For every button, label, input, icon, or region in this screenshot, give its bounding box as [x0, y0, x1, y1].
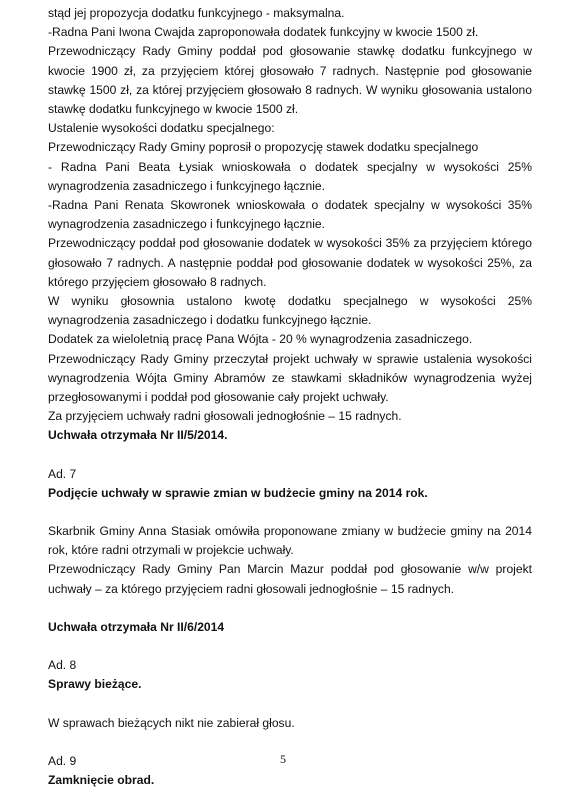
agenda-item-title: Zamknięcie obrad.	[48, 772, 155, 787]
paragraph: Za przyjęciem uchwały radni głosowali jednogłośnie – 15 radnych.	[48, 409, 402, 424]
paragraph: stąd jej propozycja dodatku funkcyjnego - maksymalna.	[48, 6, 345, 20]
paragraph: Skarbnik Gminy Anna Stasiak omówiła proponowane zmiany w budżecie gminy na 2014 rok, które radni otrzymali w projekcie uchwały.	[48, 524, 532, 558]
document-page	[48, 4, 532, 790]
resolution-number: Uchwała otrzymała Nr II/5/2014.	[48, 428, 228, 443]
paragraph: -Radna Pani Renata Skowronek wnioskowała o dodatek specjalny w wysokości 35% wynagrodzenia zasadniczego i funkcyjnego łącznie.	[48, 198, 532, 232]
agenda-item-number: Ad. 9	[48, 753, 77, 768]
paragraph: W wyniku głosownia ustalono kwotę dodatku specjalnego w wysokości 25% wynagrodzenia zasadniczego i dodatku funkcyjnego łącznie.	[48, 294, 532, 328]
paragraph: Przewodniczący Rady Gminy poddał pod głosowanie stawkę dodatku funkcyjnego w kwocie 1900 zł, za przyjęciem której głosowało 7 radnych. Następnie pod głosowanie stawkę 1500 zł, za której przyjęciem głosowało 8 radnych. W wyniku głosowania ustalono stawkę dodatku funkcyjnego w kwocie 1500 zł.	[48, 44, 532, 117]
resolution-number: Uchwała otrzymała Nr II/6/2014	[48, 619, 225, 634]
paragraph: W sprawach bieżących nikt nie zabierał głosu.	[48, 715, 295, 730]
paragraph: Przewodniczący Rady Gminy poprosił o propozycję stawek dodatku specjalnego	[48, 140, 479, 155]
paragraph: - Radna Pani Beata Łysiak wnioskowała o dodatek specjalny w wysokości 25% wynagrodzenia zasadniczego i funkcyjnego łącznie.	[48, 159, 532, 193]
paragraph: Ustalenie wysokości dodatku specjalnego:	[48, 121, 275, 136]
agenda-item-title: Podjęcie uchwały w sprawie zmian w budżecie gminy na 2014 rok.	[48, 485, 428, 500]
paragraph: Przewodniczący Rady Gminy przeczytał projekt uchwały w sprawie ustalenia wysokości wynagrodzenia Wójta Gminy Abramów ze stawkami składników wynagrodzenia wyżej przegłosowanymi i poddał pod głosowanie cały projekt uchwały.	[48, 351, 532, 405]
agenda-item-number: Ad. 7	[48, 466, 77, 481]
agenda-item-title: Sprawy bieżące.	[48, 677, 142, 692]
paragraph: Przewodniczący poddał pod głosowanie dodatek w wysokości 35% za przyjęciem którego głosowało 7 radnych. A następnie poddał pod głosowanie dodatek w wysokości 25%, za którego przyjęciem głosowało 8 radnych.	[48, 236, 532, 289]
paragraph: -Radna Pani Iwona Cwajda zaproponowała dodatek funkcyjny w kwocie 1500 zł.	[48, 25, 479, 40]
paragraph: Przewodniczący Rady Gminy Pan Marcin Mazur poddał pod głosowanie w/w projekt uchwały – za którego przyjęciem radni głosowali jednogłośnie – 15 radnych.	[48, 562, 532, 596]
page-number: 5	[280, 752, 286, 766]
paragraph: Dodatek za wieloletnią pracę Pana Wójta - 20 % wynagrodzenia zasadniczego.	[48, 332, 473, 347]
agenda-item-number: Ad. 8	[48, 658, 77, 673]
